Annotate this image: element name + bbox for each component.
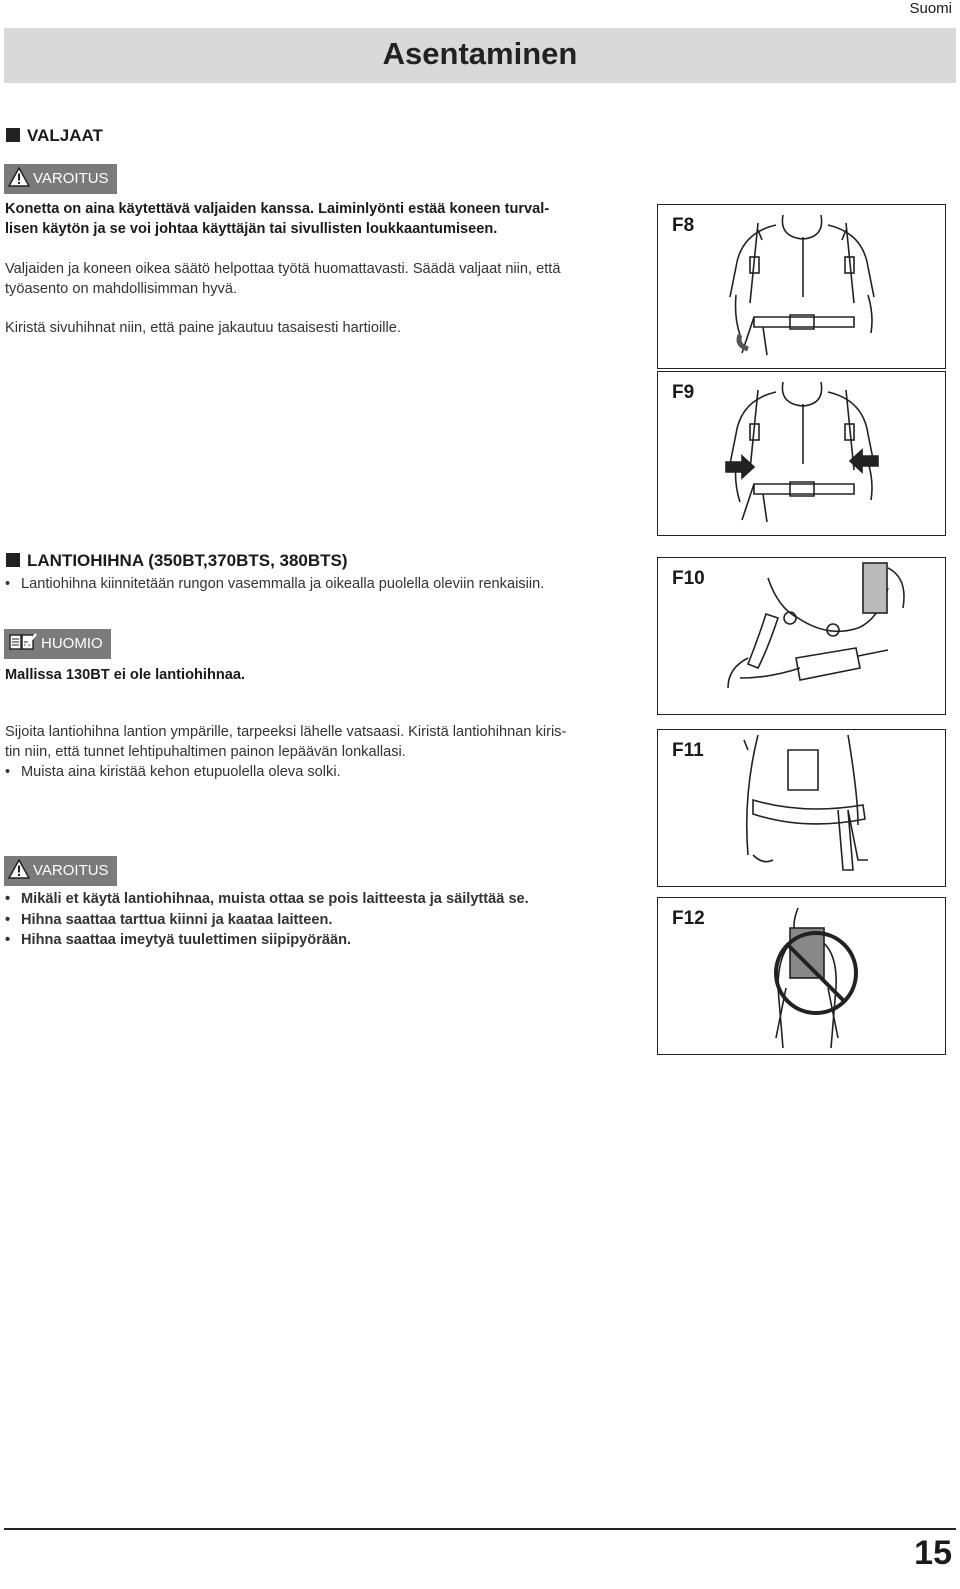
page-title: Asentaminen (382, 36, 578, 71)
footer-divider (4, 1528, 956, 1530)
language-label: Suomi (909, 0, 952, 17)
harness-side-strap-illustration (658, 372, 947, 537)
warning-badge: VAROITUS (4, 856, 117, 886)
square-bullet-icon (6, 553, 20, 567)
square-bullet-icon (6, 128, 20, 142)
warning-list (5, 889, 645, 951)
harness-adjust-paragraph: Valjaiden ja koneen oikea säätö helpottaa työtä huomattavasti. Säädä valjaat niin, että työasento on mahdollisimman hyvä. (5, 261, 561, 297)
page-number: 15 (914, 1534, 952, 1572)
section-heading-valjaat: VALJAAT (6, 126, 103, 146)
list-item: • Muista aina kiristää kehon etupuolella oleva solki. (5, 762, 645, 783)
hip-belt-worn-illustration (658, 730, 947, 888)
harness-front-illustration (658, 205, 947, 370)
figure-f12: F12 (657, 897, 946, 1055)
figure-f11: F11 (657, 729, 946, 887)
list-item: • Lantiohihna kiinnitetään rungon vasemmalla ja oikealla puolella oleviin renkaisiin. (5, 574, 645, 595)
list-item: • Mikäli et käytä lantiohihnaa, muista ottaa se pois laitteesta ja säilyttää se. (5, 889, 645, 910)
list-item: • Hihna saattaa imeytyä tuulettimen siipipyörään. (5, 930, 645, 951)
warning-triangle-icon (8, 167, 30, 187)
section-heading-lantiohihna: LANTIOHIHNA (350BT,370BTS, 380BTS) (6, 551, 348, 571)
figure-f9: F9 (657, 371, 946, 536)
note-text: Mallissa 130BT ei ole lantiohihnaa. (5, 667, 246, 683)
figure-f8: F8 (657, 204, 946, 369)
hip-belt-paragraph: Sijoita lantiohihna lantion ympärille, tarpeeksi lähelle vatsaasi. Kiristä lantiohihnan kiris- tin niin, että tunnet lehtipuhaltimen painon lepäävän lonkallasi. (5, 724, 567, 760)
no-hip-belt-prohibited-illustration (658, 898, 947, 1056)
warning-text: Konetta on aina käytettävä valjaiden kanssa. Laiminlyönti estää koneen turval- lisen käytön ja se voi johtaa käyttäjän tai sivullisten loukkaantumiseen. (5, 201, 550, 237)
figure-f10: F10 (657, 557, 946, 715)
warning-triangle-icon (8, 859, 30, 879)
list-item: • Hihna saattaa tarttua kiinni ja kaataa laitteen. (5, 910, 645, 931)
hip-belt-attachment-illustration (658, 558, 947, 716)
warning-badge: VAROITUS (4, 164, 117, 194)
note-book-icon (8, 632, 38, 652)
note-badge: HUOMIO (4, 629, 111, 659)
side-strap-paragraph: Kiristä sivuhihnat niin, että paine jakautuu tasaisesti hartioille. (5, 320, 401, 336)
